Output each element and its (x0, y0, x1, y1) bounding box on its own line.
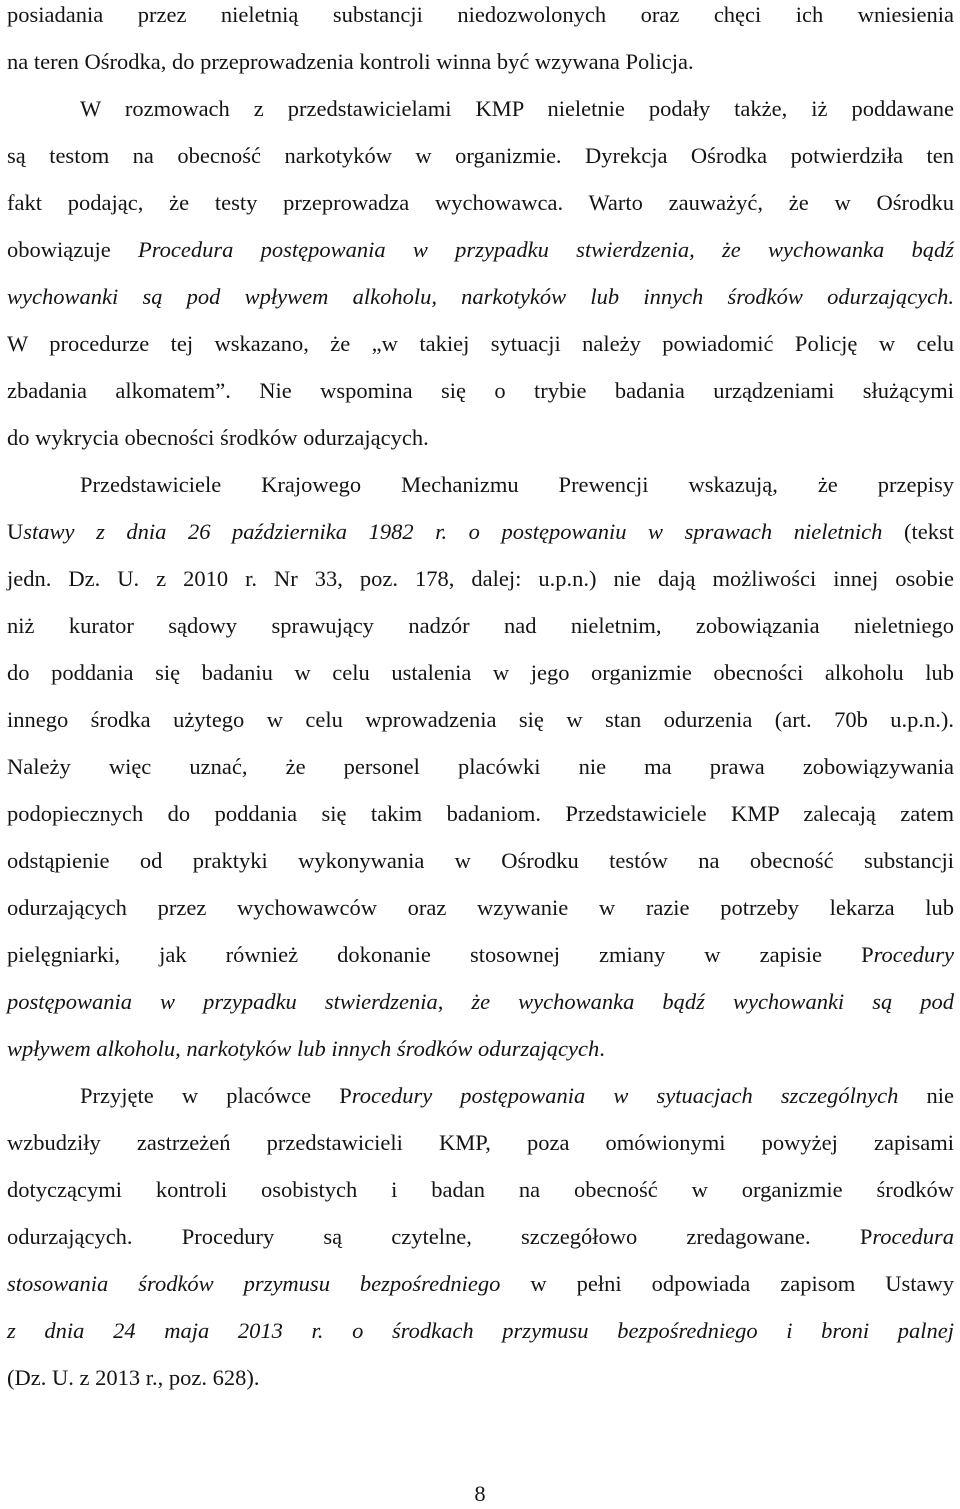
text-line (7, 846, 954, 876)
text-segment: odurzających przez wychowawców oraz wzywanie w razie potrzeby lekarza lub (7, 895, 954, 920)
text-segment: Przedstawiciele Krajowego Mechanizmu Prewencji wskazują, że przepisy (80, 472, 954, 497)
text-segment: w pełni odpowiada zapisom Ustawy (500, 1271, 955, 1296)
italic-text: wpływem alkoholu, narkotyków lub innych środków odurzających (7, 1036, 600, 1061)
text-line (7, 141, 954, 171)
text-line (7, 1269, 954, 1299)
italic-text: wychowanki są pod wpływem alkoholu, narkotyków lub innych środków odurzających. (7, 284, 954, 309)
text-segment: odurzających. Procedury są czytelne, szczegółowo zredagowane. P (7, 1224, 873, 1249)
text-line (7, 1175, 954, 1205)
italic-text: Procedura postępowania w przypadku stwierdzenia, że wychowanka bądź (137, 237, 954, 262)
text-segment: Należy więc uznać, że personel placówki nie ma prawa zobowiązywania (7, 754, 954, 779)
text-line (80, 470, 954, 500)
text-line (7, 423, 954, 453)
text-segment: wzbudziły zastrzeżeń przedstawicieli KMP, poza omówionymi powyżej zapisami (7, 1130, 954, 1155)
text-segment: zbadania alkomatem”. Nie wspomina się o trybie badania urządzeniami służącymi (7, 378, 954, 403)
text-segment: fakt podając, że testy przeprowadza wychowawca. Warto zauważyć, że w Ośrodku (7, 190, 954, 215)
italic-text: z dnia 24 maja 2013 r. o środkach przymusu bezpośredniego i broni palnej (7, 1318, 954, 1343)
page-number: 8 (474, 1481, 486, 1506)
text-line (7, 1128, 954, 1158)
text-line (7, 611, 954, 641)
text-segment: do poddania się badaniu w celu ustalenia w jego organizmie obecności alkoholu lub (7, 660, 954, 685)
italic-text: rocedury (873, 942, 954, 967)
text-line (7, 282, 954, 312)
text-segment: podopiecznych do poddania się takim badaniom. Przedstawiciele KMP zalecają zatem (7, 801, 954, 826)
text-line (7, 188, 954, 218)
text-segment: pielęgniarki, jak również dokonanie stosownej zmiany w zapisie P (7, 942, 874, 967)
italic-text: rocedura (872, 1224, 954, 1249)
text-segment: obowiązuje (7, 237, 138, 262)
text-segment: odstąpienie od praktyki wykonywania w Ośrodku testów na obecność substancji (7, 848, 954, 873)
text-line (7, 235, 954, 265)
text-segment: są testom na obecność narkotyków w organizmie. Dyrekcja Ośrodka potwierdziła ten (7, 143, 954, 168)
text-line (7, 1363, 954, 1393)
text-segment: W rozmowach z przedstawicielami KMP nieletnie podały także, iż poddawane (80, 96, 954, 121)
text-line (7, 658, 954, 688)
text-line (7, 329, 954, 359)
text-segment: do wykrycia obecności środków odurzających. (7, 425, 429, 450)
text-segment: (Dz. U. z 2013 r., poz. 628). (7, 1365, 260, 1390)
text-line (7, 705, 954, 735)
text-line (7, 752, 954, 782)
italic-text: stawy z dnia 26 października 1982 r. o postępowaniu w sprawach nieletnich (23, 519, 883, 544)
text-line (7, 0, 954, 30)
text-segment: U (7, 519, 24, 544)
text-segment: niż kurator sądowy sprawujący nadzór nad nieletnim, zobowiązania nieletniego (7, 613, 954, 638)
text-segment: jedn. Dz. U. z 2010 r. Nr 33, poz. 178, dalej: u.p.n.) nie dają możliwości innej osobie (7, 566, 954, 591)
text-segment: na teren Ośrodka, do przeprowadzenia kontroli winna być wzywana Policja. (7, 49, 694, 74)
text-segment: posiadania przez nieletnią substancji niedozwolonych oraz chęci ich wniesienia (7, 2, 954, 27)
text-line (7, 893, 954, 923)
text-segment: innego środka użytego w celu wprowadzenia się w stan odurzenia (art. 70b u.p.n.). (7, 707, 954, 732)
text-line (7, 1034, 954, 1064)
text-line (80, 94, 954, 124)
text-line (7, 517, 954, 547)
text-line (7, 940, 954, 970)
text-segment: W procedurze tej wskazano, że „w takiej sytuacji należy powiadomić Policję w celu (7, 331, 954, 356)
text-segment: . (599, 1036, 605, 1061)
text-line (7, 1222, 954, 1252)
text-segment: (tekst (882, 519, 954, 544)
text-segment: Przyjęte w placówce P (80, 1083, 352, 1108)
text-line (80, 1081, 954, 1111)
text-line (7, 799, 954, 829)
text-segment: nie (898, 1083, 954, 1108)
italic-text: rocedury postępowania w sytuacjach szczególnych (351, 1083, 899, 1108)
text-segment: dotyczącymi kontroli osobistych i badan na obecność w organizmie środków (7, 1177, 954, 1202)
text-line (7, 564, 954, 594)
text-line (7, 376, 954, 406)
italic-text: postępowania w przypadku stwierdzenia, że wychowanka bądź wychowanki są pod (7, 989, 954, 1014)
text-line (7, 1316, 954, 1346)
italic-text: stosowania środków przymusu bezpośredniego (7, 1271, 501, 1296)
text-line (7, 47, 954, 77)
text-line (7, 987, 954, 1017)
